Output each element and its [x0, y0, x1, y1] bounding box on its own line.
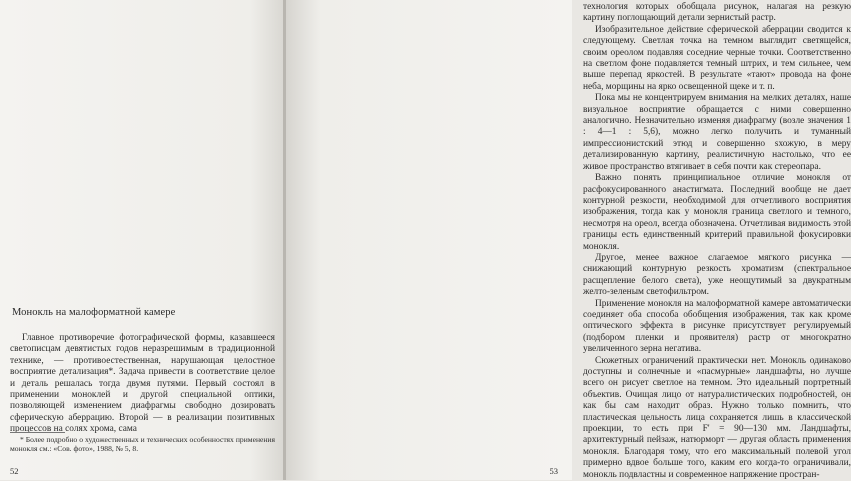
right-page — [286, 0, 851, 480]
left-paragraph: Главное противоречие фотографической формы, казавшееся светописцам девятистых годов неразрешимым в традиционной технике, — противоестественная, нарушающая целостное восприятие детализация*. Задача привести в соответствие целое и деталь решалась тогда двумя путями. Первый состоял в применении монoклей и другой специальной оптики, позволяющей изменением диафрагмы свободно дозировать сферическую аберрацию. Второй — в реализации позитивных процессов на солях хрома, сама — [10, 333, 275, 435]
right-paragraph-7: Сюжетных ограничений практически нет. Монокль одинаково доступны и солнечные и «пасмурные» ландшафты, но лучше всего он рисует светлое на темном. Это идеальный портретный объектив. Очищая лицо от натуралистических подробностей, он как бы сам находит образ. Нужно только помнить, что пластическая цельность лица сохраняется лишь в классической проекции, то есть при F' = 90—130 мм. Ландшафты, архитектурный пейзаж, натюрморт — другая область применения монокля. Благодаря тому, что его максимальный полевой угол примерно вдвое больше того, каким его когда-то ограничивали, монокль подвластны и современное напряжение простран- — [583, 355, 851, 480]
section-title: Монокль на малоформатной камере — [12, 307, 176, 318]
left-body — [10, 333, 275, 436]
right-paragraph-6: Применение монокля на малоформатной камере автоматически соединяет оба способа обобщения изображения, так как кроме оптического эффекта в рисунке присутствует регулируемый (подбором пленки и проявителя) растр от многократно увеличенного зерна негатива. — [583, 298, 851, 355]
right-paragraph-3: Пока мы не концентрируем внимания на мелких деталях, наше визуальное восприятие обращается с ними совершенно аналогично. Незначительно изменяя диафрагму (возле значения 1 : 4—1 : 5,6), можно легко получить и туманный импрессионистский этюд и совершенно sхожую, в меру детализированную картину, реалистичную настолько, что ее живое пространство втягивает в себя почти как стереопара. — [583, 93, 851, 172]
right-paragraph-4: Важно понять принципиальное отличие монокля от расфокусированного анастигмата. Последний вообще не дает контурной резкости, необходимой для отчетливого восприятия изображения, тогда как у монокля граница светлого и темного, несмотря на ореол, всегда обозначена. Отчетливая видимость этой границы есть единственный критерий правильной фокусировки монокля. — [583, 173, 851, 252]
page-number-left: 52 — [10, 466, 19, 476]
right-paragraph-2: Изобразительное действие сферической аберрации сводится к следующему. Светлая точка на темном выглядит светящейся, своим ореолом подавляя соседние черные точки. Соответственно на светлом фоне подавляется темный штрих, и тем сильнее, чем выше перепад яркостей. В результате «тают» провода на фоне неба, морщины на ярко освещенной щеке и т. п. — [583, 24, 851, 92]
footnote-divider — [10, 432, 65, 433]
page-number-right: 53 — [549, 466, 558, 476]
right-paragraph-5: Другое, менее важное слагаемое мягкого рисунка — снижающий контурную резкость хроматизм (спектральное расщепление белого света), уже неощутимый за двукратным желто-зеленым светофильтром. — [583, 252, 851, 298]
right-paragraph-1: технология которых обобщала рисунок, налагая на резкую картину поглощающий детали зернистый растр. — [583, 2, 851, 24]
left-page — [0, 0, 284, 480]
footnote: * Более подробно о художественных и технических особенностях применения монокля см.: «Сов. фото», 1988, № 5, 8. — [10, 435, 275, 453]
right-body — [583, 2, 851, 481]
